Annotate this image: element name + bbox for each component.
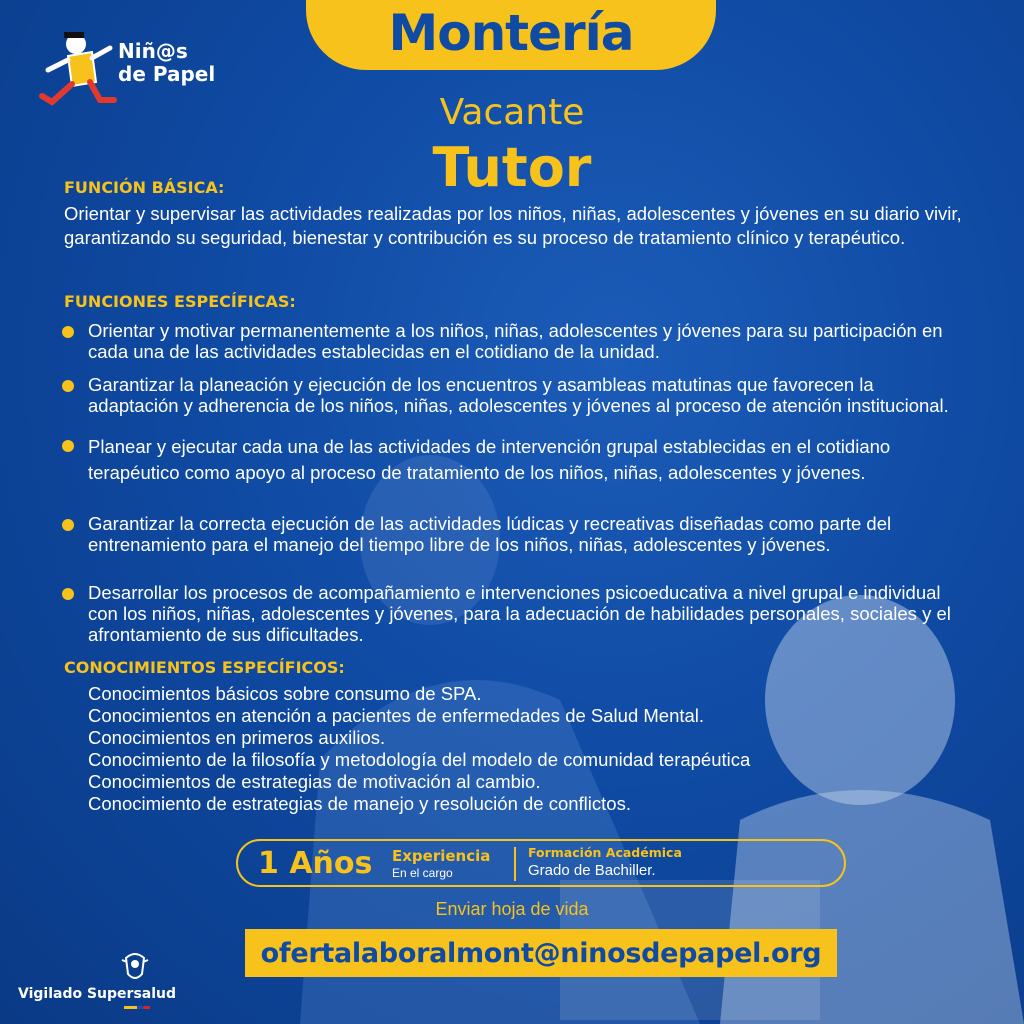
basic-function-heading: FUNCIÓN BÁSICA: (64, 178, 225, 197)
list-item (62, 434, 962, 486)
supervision-label: Vigilado Supersalud (18, 986, 177, 1002)
list-item (62, 513, 962, 555)
city-title: Montería (388, 4, 634, 62)
list-item (62, 374, 962, 416)
requirements-bar (236, 839, 846, 887)
list-item: Conocimientos en atención a pacientes de enfermedades de Salud Mental. (88, 705, 705, 726)
basic-function-text: Orientar y supervisar las actividades realizadas por los niños, niñas, adolescentes y jóvenes en su diario vivir, garantizando su seguridad, bienestar y contribución es su proceso de tratamiento clínico y terapéutico. (64, 203, 962, 248)
bullet-dot-icon (62, 519, 74, 531)
specific-knowledge-heading: CONOCIMIENTOS ESPECÍFICOS: (64, 658, 345, 677)
bullet-dot-icon (62, 440, 74, 452)
bullet-dot-icon (62, 326, 74, 338)
experience-label: Experiencia (392, 847, 491, 865)
role-title: Tutor (432, 136, 592, 199)
email-link[interactable]: ofertalaboralmont@ninosdepapel.org (260, 937, 822, 969)
flag-stripe (124, 1006, 150, 1009)
bullet-dot-icon (62, 380, 74, 392)
experience-sublabel: En el cargo (392, 866, 453, 880)
list-item (62, 320, 962, 362)
logo-wordmark (118, 40, 215, 86)
experience-years: 1 Años (258, 846, 373, 881)
specific-functions-heading: FUNCIONES ESPECÍFICAS: (64, 292, 296, 311)
list-item-text: Planear y ejecutar cada una de las actividades de intervención grupal establecidas en el cotidiano terapéutico como apoyo al proceso de tratamiento de los niños, niñas, adolescentes y jóvenes. (88, 436, 891, 483)
vacancy-label: Vacante (439, 92, 585, 133)
list-item-text: Garantizar la correcta ejecución de las actividades lúdicas y recreativas diseñadas como parte del entrenamiento para el manejo del tiempo libre de los niños, niñas, adolescentes y jóvenes. (88, 513, 892, 555)
education-label: Formación Académica (528, 845, 682, 860)
list-item: Conocimiento de la filosofía y metodología del modelo de comunidad terapéutica (88, 749, 751, 770)
education-value: Grado de Bachiller. (528, 862, 656, 879)
email-box[interactable] (245, 929, 837, 977)
colombia-coat-of-arms-icon (120, 950, 150, 984)
divider (514, 847, 516, 881)
logo-line-2: de Papel (118, 62, 216, 86)
city-banner (306, 0, 716, 70)
list-item-text: Desarrollar los procesos de acompañamiento e intervenciones psicoeducativa a nivel grupal e individual con los niños, niñas, adolescentes y jóvenes, para la adecuación de habilidades personales, sociales y el afrontamiento de sus dificultades. (88, 582, 951, 645)
list-item (62, 582, 962, 645)
knowledge-list (88, 683, 948, 815)
list-item: Conocimientos básicos sobre consumo de SPA. (88, 683, 482, 704)
list-item: Conocimiento de estrategias de manejo y resolución de conflictos. (88, 793, 631, 814)
logo-line-1: Niñ@s (118, 39, 188, 63)
list-item-text: Orientar y motivar permanentemente a los niños, niñas, adolescentes y jóvenes para su participación en cada una de las actividades establecidas en el cotidiano de la unidad. (88, 320, 943, 362)
list-item: Conocimientos en primeros auxilios. (88, 727, 386, 748)
list-item: Conocimientos de estrategias de motivación al cambio. (88, 771, 541, 792)
bullet-dot-icon (62, 588, 74, 600)
send-cv-label: Enviar hoja de vida (435, 899, 589, 919)
list-item-text: Garantizar la planeación y ejecución de los encuentros y asambleas matutinas que favorecen la adaptación y adherencia de los niños, niñas, adolescentes y jóvenes al proceso de atención institucional. (88, 374, 949, 416)
